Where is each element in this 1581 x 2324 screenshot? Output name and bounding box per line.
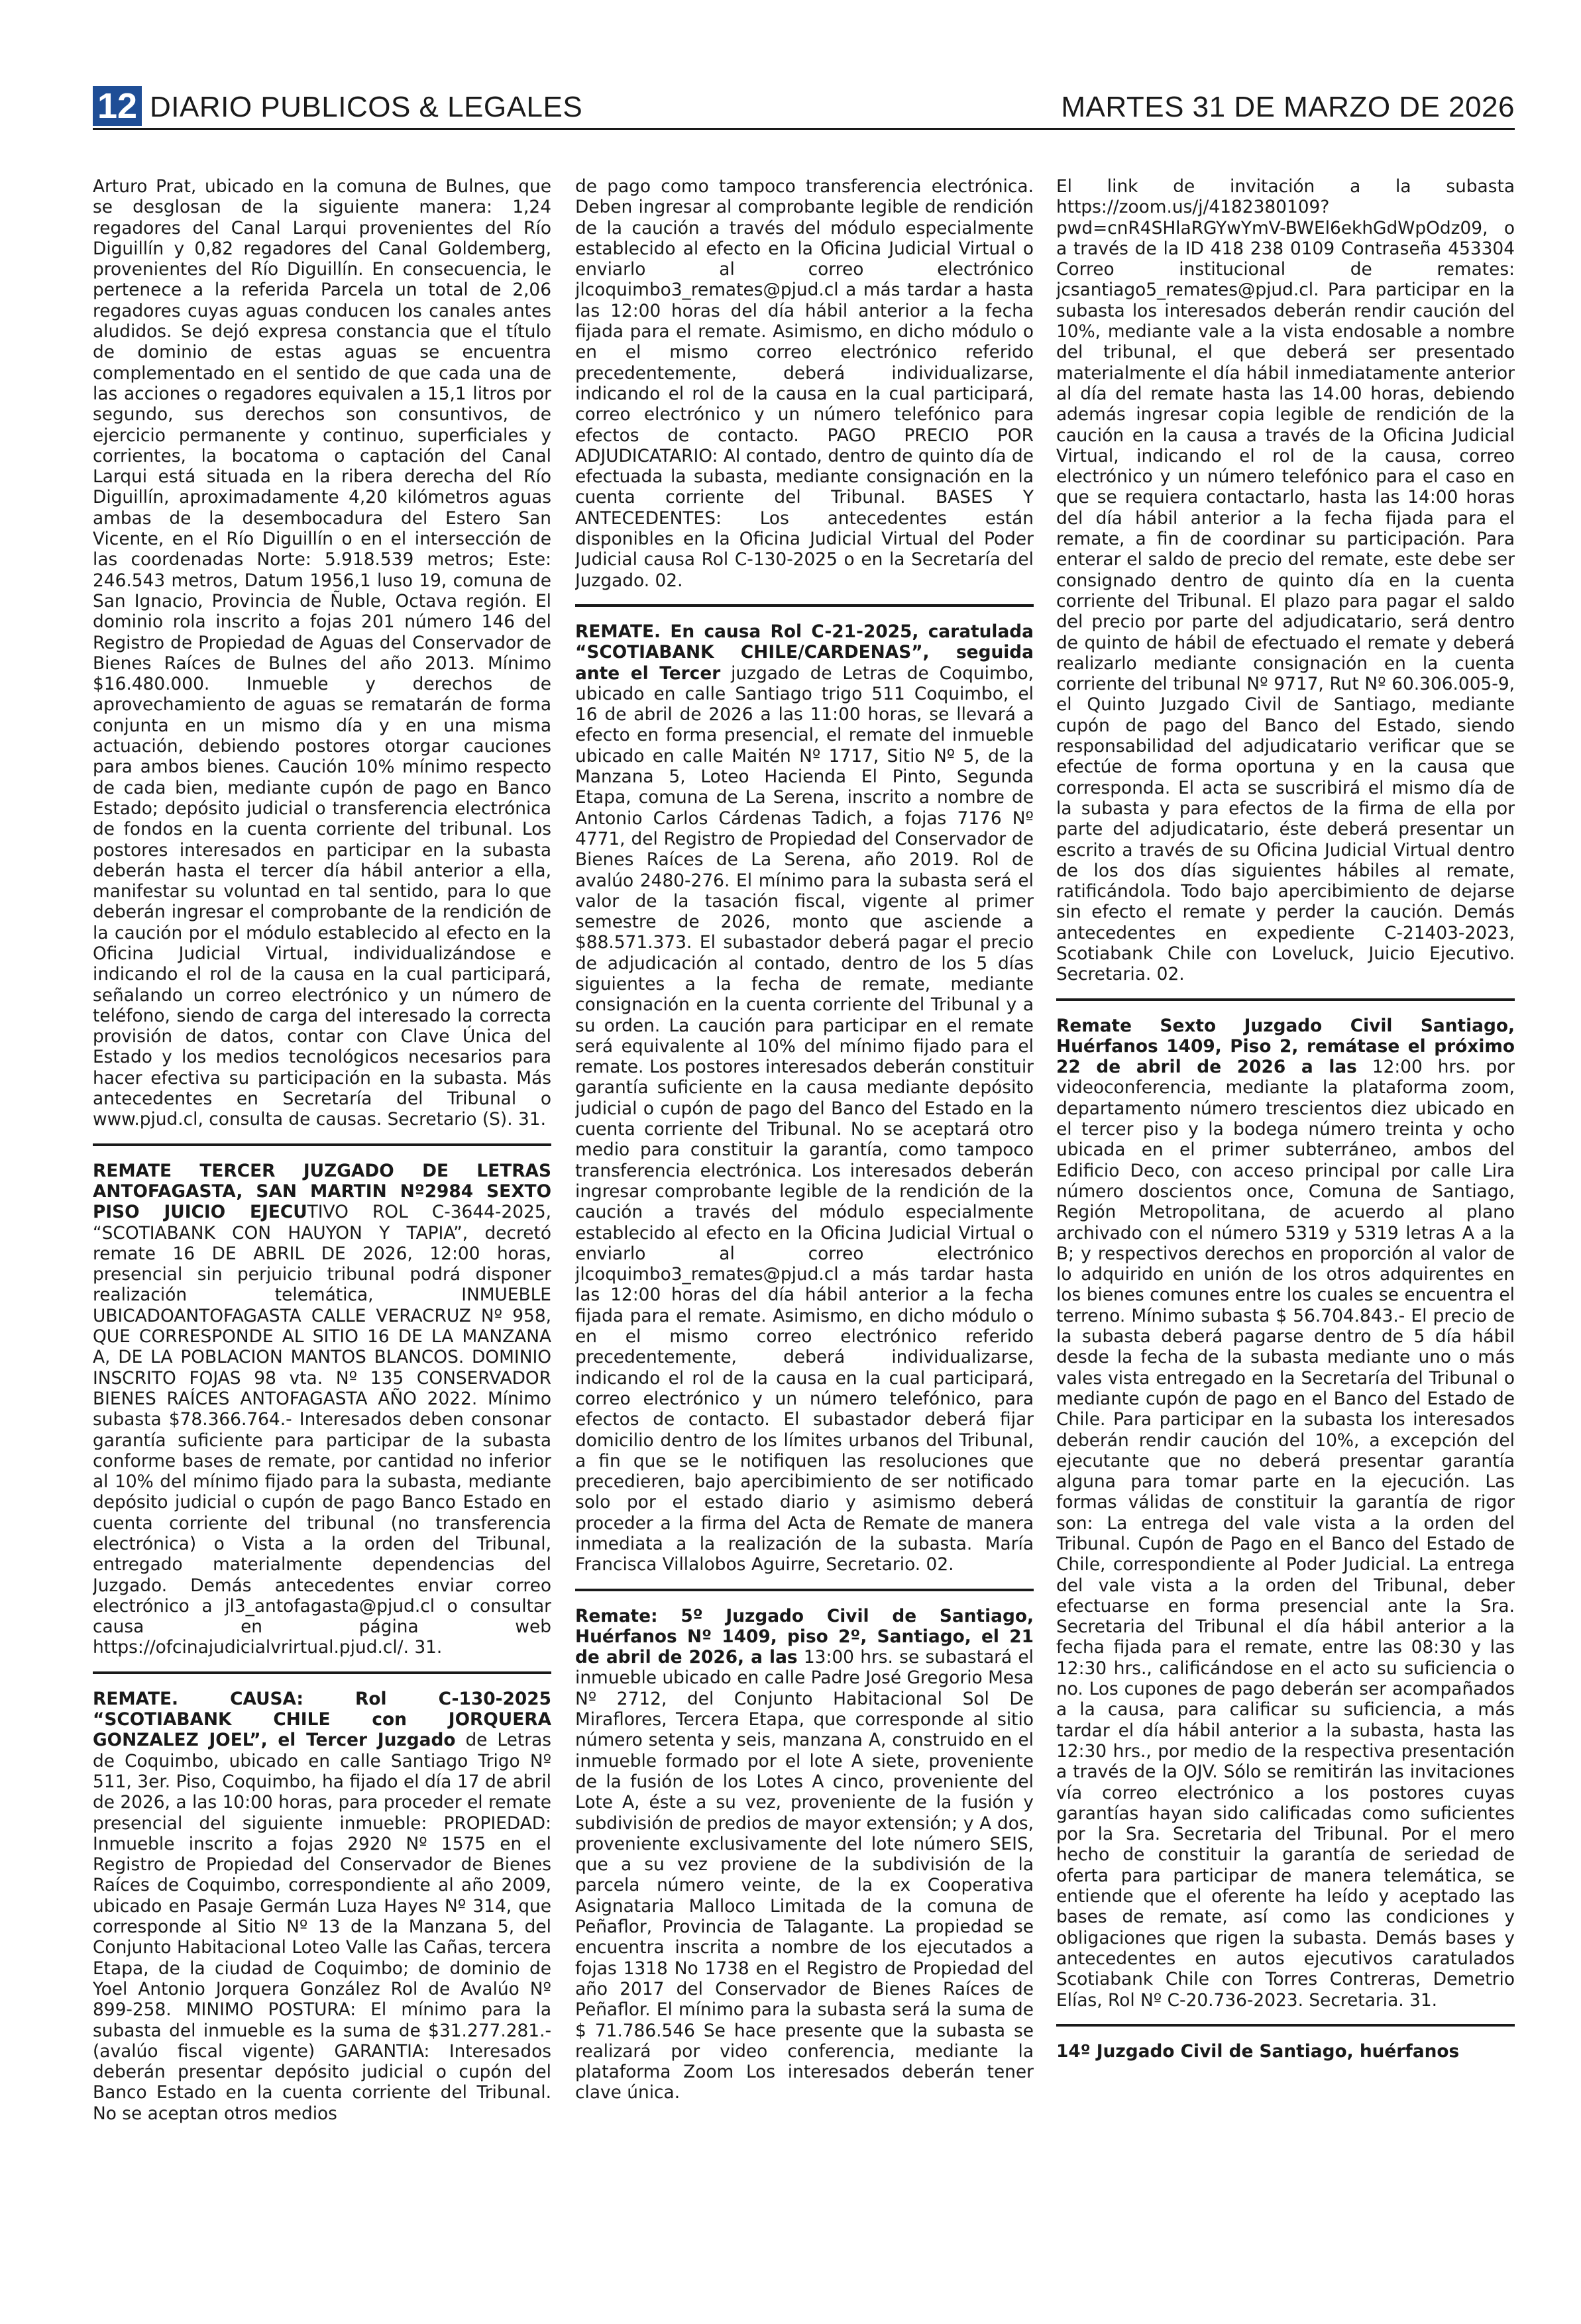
column-2 xyxy=(575,176,1034,2225)
notice-5-juzgado-continued xyxy=(1056,176,1515,998)
notice-14-juzgado xyxy=(1056,2024,1515,2075)
notice-body: 13:00 hrs. se subastará el inmueble ubicado en calle Padre José Gregorio Mesa Nº 2712, del Conjunto Habitacional Sol De Miraflores, Tercera Etapa, que corresponde al sitio número setenta y seis, manzana A, construido en el inmueble formado por el lote A siete, proveniente de la fusión de los Lotes A cinco, proveniente del Lote A, éste a su vez, proveniente de la fusión y subdivisión de predios de mayor extensión; y A dos, proveniente exclusivamente del lote número SEIS, que a su vez proviene de la subdivisión de la parcela número veinte, de la ex Cooperativa Asignataria Malloco Limitada de la comuna de Peñaflor, Provincia de Talagante. La propiedad se encuentra inscrita a nombre de los ejecutados a fojas 1318 No 1738 en el Registro de Propiedad del año 2017 del Conservador de Bienes Raíces de Peñaflor. El mínimo para la subasta será la suma de $ 71.786.546 Se hace presente que la subasta se realizará por video conferencia, mediante la plataforma Zoom Los interesados deberán tener clave única. xyxy=(575,1647,1034,2103)
notice-body: 12:00 hrs. por videoconferencia, mediante la plataforma zoom, departamento número trescientos diez ubicado en el tercer piso y la bodega número treinta y ocho ubicada en el primer subterráneo, ambos del Edificio Deco, con acceso principal por calle Lira número doscientos once, Comuna de Santiago, Región Metropolitana, de acuerdo al plano archivado con el número 5319 y 5319 letras A a la B; y respectivos derechos en proporción al valor de lo adquirido en unión de los otros adquirentes en los bienes comunes entre los cuales se encuentra el terreno. Mínimo subasta $ 56.704.843.- El precio de la subasta deberá pagarse dentro de 5 día hábil desde la fecha de la subasta mediante uno o más vales vista entregado en la Secretaría del Tribunal o mediante cupón de pago en el Banco del Estado de Chile. Para participar en la subasta los interesados deberán rendir caución del 10%, a excepción del ejecutante que no deberá presentar garantía alguna para tomar parte en la ejecución. Las formas válidas de constituir la garantía de rigor son: La entrega del vale vista a la orden del Tribunal. Cupón de Pago en el Banco del Estado de Chile, correspondiente al Poder Judicial. La entrega del vale vista a la orden del Tribunal, deber efectuarse en forma presencial ante la Sra. Secretaria del Tribunal el día hábil anterior a la fecha fijada para el remate, entre las 08:30 y las 12:30 hrs., calificándose en el acto su suficiencia o no. Los cupones de pago deberán ser acompañados a la causa, para calificar su suficiencia, a más tardar el día hábil anterior a la subasta, hasta las 12:30 hrs., por medio de la respectiva presentación a través de la OJV. Sólo se remitirán las invitaciones vía correo electrónico a los postores cuyas garantías hayan sido calificadas como suficientes por la Sra. Secretaria del Tribunal. Por el mero hecho de constituir la garantía de seriedad de oferta para participar de manera telemática, se entiende que el oferente ha leído y aceptado las bases de remate, así como las condiciones y obligaciones que rigen la subasta. Demás bases y antecedentes en autos ejecutivos caratulados Scotiabank Chile con Torres Contreras, Demetrio Elías, Rol Nº C-20.736-2023. Secretaria. 31. xyxy=(1056,1057,1515,2011)
notice-heading: REMATE TERCER JUZGADO DE LETRAS ANTOFAGASTA, SAN MARTIN Nº2984 SEXTO PISO JUICIO EJECU xyxy=(93,1160,551,1223)
page-number: 12 xyxy=(93,86,142,126)
notice-heading: REMATE. En causa Rol C-21-2025, caratulada “SCOTIABANK CHILE/CARDENAS”, seguida ante el Tercer xyxy=(575,621,1034,684)
notice-remate-antofagasta xyxy=(93,1143,551,1671)
notice-body: de Letras de Coquimbo, ubicado en calle Santiago Trigo Nº 511, 3er. Piso, Coquimbo, ha fijado el día 17 de abril de 2026, a las 10:00 horas, para proceder el remate presencial del siguiente inmueble: PROPIEDAD: Inmueble inscrito a fojas 2920 Nº 1575 en el Registro de Propiedad del Conservador de Bienes Raíces de Coquimbo, correspondiente al año 2009, ubicado en Pasaje Germán Luza Hayes Nº 314, que corresponde al Sitio Nº 13 de la Manzana 5, del Conjunto Habitacional Loteo Valle las Cañas, tercera Etapa, de la ciudad de Coquimbo; de dominio de Yoel Antonio Jorquera González Rol de Avalúo Nº 899-258. MINIMO POSTURA: El mínimo para la subasta del inmueble es la suma de $31.277.281.- (avalúo fiscal vigente) GARANTIA: Interesados deberán presentar depósito judicial o cupón del Banco Estado en la cuenta corriente del Tribunal. No se aceptan otros medios xyxy=(93,1730,551,2124)
notice-body: TIVO ROL C-3644-2025, “SCOTIABANK CON HAUYON Y TAPIA”, decretó remate 16 DE ABRIL DE 2026, 12:00 horas, presencial sin perjuicio tribunal podrá disponer realización telemática, INMUEBLE UBICADOANTOFAGASTA CALLE VERACRUZ Nº 958, QUE CORRESPONDE AL SITIO 16 DE LA MANZANA A, DE LA POBLACION MANTOS BLANCOS. DOMINIO INSCRITO FOJAS 98 vta. Nº 135 CONSERVADOR BIENES RAÍCES ANTOFAGASTA AÑO 2022. Mínimo subasta $78.366.764.- Interesados deben consonar garantía suficiente para participar de la subasta conforme bases de remate, por cantidad no inferior al 10% del mínimo fijado para la subasta, mediante depósito judicial o cupón de pago Banco Estado en cuenta corriente del tribunal (no transferencia electrónica) o Vista a la orden del Tribunal, entregado materialmente dependencias del Juzgado. Demás antecedentes enviar correo electrónico a jl3_antofagasta@pjud.cl o consultar causa en página web https://ofcinajudicialvrirtual.pjud.cl/. 31. xyxy=(93,1202,551,1658)
notice-body: de pago como tampoco transferencia electrónica. Deben ingresar al comprobante legible de rendición de la caución a través del módulo especialmente establecido al efecto en la Oficina Judicial Virtual o enviarlo al correo electrónico jlcoquimbo3_remates@pjud.cl a más tardar a hasta las 12:00 horas del día hábil anterior a la fecha fijada para el remate. Asimismo, en dicho módulo o en el mismo correo electrónico referido precedentemente, deberá individualizarse, indicando el rol de la causa en la cual participará, correo electrónico y un número telefónico para efectos de contacto. PAGO PRECIO POR ADJUDICATARIO: Al contado, dentro de quinto día de efectuada la subasta, mediante consignación en la cuenta corriente del Tribunal. BASES Y ANTECEDENTES: Los antecedentes están disponibles en la Oficina Judicial Virtual del Poder Judicial causa Rol C-130-2025 o en la Secretaría del Juzgado. 02. xyxy=(575,176,1034,591)
notice-remate-cardenas xyxy=(575,604,1034,1589)
notice-arturo-prat-continued xyxy=(93,176,551,1143)
notice-remate-5-juzgado xyxy=(575,1589,1034,2117)
notice-heading: Remate: 5º Juzgado Civil de Santiago, Huérfanos Nº 1409, piso 2º, Santiago, el 21 de abril de 2026, a las xyxy=(575,1605,1034,1668)
page-header xyxy=(93,85,1515,127)
publication-title: DIARIO PUBLICOS & LEGALES xyxy=(150,91,583,123)
notice-heading: REMATE. CAUSA: Rol C-130-2025 “SCOTIABANK CHILE con JORQUERA GONZALEZ JOEL”, el Tercer Juzgado xyxy=(93,1688,551,1751)
notice-body: El link de invitación a la subasta https://zoom.us/j/4182380109?pwd=cnR4SHlaRGYwYmV-BWEl6ekhGdWpOdz09, o a través de la ID 418 238 0109 Contraseña 453304 Correo institucional de remates: jcsantiago5_remates@pjud.cl. Para participar en la subasta los interesados deberán rendir caución del 10%, mediante vale a la vista endosable a nombre del tribunal, el que deberá ser presentado materialmente el día hábil inmediatamente anterior al día del remate hasta las 14.00 horas, debiendo además ingresar copia legible de rendición de la caución en la causa a través de la Oficina Judicial Virtual, indicando el rol de la causa, correo electrónico y un número telefónico para el caso en que se requiera contactarlo, hasta las 14:00 horas del día hábil anterior a la fecha fijada para el remate, a fin de coordinar su participación. Para enterar el saldo de precio del remate, este debe ser consignado dentro de quinto día en la cuenta corriente del Tribunal. El plazo para pagar el saldo del precio por parte del adjudicatario, será dentro de quinto de hábil de efectuado el remate y deberá realizarlo mediante consignación en la cuenta corriente del tribunal Nº 9717, Rut Nº 60.306.005-9, el Quinto Juzgado Civil de Santiago, mediante cupón de pago del Banco del Estado, siendo responsabilidad del adjudicatario verificar que se efectúe de forma oportuna y en la causa que corresponda. El acta se suscribirá el mismo día de la subasta y para efectos de la firma de ella por parte del adjudicatario, éste deberá presentar un escrito a través de su Oficina Judicial Virtual dentro de los dos días siguientes hábiles al remate, ratificándola. Todo bajo apercibimiento de dejarse sin efecto el remate y perder la caución. Demás antecedentes en expediente C-21403-2023, Scotiabank Chile con Loveluck, Juicio Ejecutivo. Secretaria. 02. xyxy=(1056,176,1515,985)
notice-heading: 14º Juzgado Civil de Santiago, huérfanos xyxy=(1056,2040,1460,2062)
issue-date: MARTES 31 DE MARZO DE 2026 xyxy=(1061,91,1515,123)
column-1 xyxy=(93,176,551,2225)
column-3 xyxy=(1056,176,1515,2225)
notice-heading: Remate Sexto Juzgado Civil Santiago, Huérfanos 1409, Piso 2, remátase el próximo 22 de abril de 2026 a las xyxy=(1056,1015,1515,1078)
notice-jorquera-continued xyxy=(575,176,1034,604)
header-rule xyxy=(93,128,1515,130)
notice-body: Arturo Prat, ubicado en la comuna de Bulnes, que se desglosan de la siguiente manera: 1,24 regadores del Canal Larqui provenientes del Río Diguillín y 0,82 regadores del Canal Goldemberg, provenientes del Río Diguillín. En consecuencia, le pertenece a la referida Parcela un total de 2,06 regadores cuyas aguas conducen los canales antes aludidos. Se dejó expresa constancia que el título de dominio de estas aguas se encuentra complementado en el sentido de que cada una de las acciones o regadores equivalen a 15,1 litros por segundo, sus derechos son consuntivos, de ejercicio permanente y continuo, superficiales y corrientes, la bocatoma o captación del Canal Larqui está situada en la ribera derecha del Río Diguillín, aproximadamente 4,20 kilómetros aguas ambas de la desembocadura del Estero San Vicente, en el Río Diguillín o en el intersección de las coordenadas Norte: 5.918.539 metros; Este: 246.543 metros, Datum 1956,1 luso 19, comuna de San Ignacio, Provincia de Ñuble, Octava región. El dominio rola inscrito a fojas 201 número 146 del Registro de Propiedad de Aguas del Conservador de Bienes Raíces de Bulnes del año 2013. Mínimo $16.480.000. Inmueble y derechos de aprovechamiento de aguas se rematarán de forma conjunta en un mismo día y en una misma actuación, debiendo postores otorgar cauciones para ambos bienes. Caución 10% mínimo respecto de cada bien, mediante cupón de pago en Banco Estado; depósito judicial o transferencia electrónica de fondos en la cuenta corriente del tribunal. Los postores interesados en participar en la subasta deberán hasta el tercer día hábil anterior a ella, manifestar su voluntad en tal sentido, para lo que deberán ingresar el comprobante de la rendición de la caución por el módulo establecido al efecto en la Oficina Judicial Virtual, individualizándose e indicando el rol de la causa en la cual participará, señalando un correo electrónico y un número de teléfono, siendo de carga del interesado la correcta provisión de datos, contar con Clave Única del Estado y los medios tecnológicos necesarios para hacer efectiva su participación en la subasta. Más antecedentes en Secretaría del Tribunal o www.pjud.cl, consulta de causas. Secretario (S). 31. xyxy=(93,176,551,1130)
notice-remate-6-juzgado xyxy=(1056,998,1515,2024)
notice-remate-jorquera xyxy=(93,1671,551,2137)
notice-body: juzgado de Letras de Coquimbo, ubicado en calle Santiago trigo 511 Coquimbo, el 16 de abril de 2026 a las 11:00 horas, se llevará a efecto en forma presencial, el remate del inmueble ubicado en calle Maitén Nº 1717, Sitio Nº 5, de la Manzana 5, Loteo Hacienda El Pinto, Segunda Etapa, comuna de La Serena, inscrito a nombre de Antonio Carlos Cárdenas Tadich, a fojas 7176 Nº 4771, del Registro de Propiedad del Conservador de Bienes Raíces de La Serena, año 2019. Rol de avalúo 2480-276. El mínimo para la subasta será el valor de la tasación fiscal, vigente al primer semestre de 2026, monto que asciende a $88.571.373. El subastador deberá pagar el precio de adjudicación al contado, dentro de los 5 días siguientes a la fecha de remate, mediante consignación en la cuenta corriente del Tribunal y a su orden. La caución para participar en el remate será equivalente al 10% del mínimo fijado para el remate. Los postores interesados deberán constituir garantía suficiente en la causa mediante depósito judicial o cupón de pago del Banco del Estado en la cuenta corriente del Tribunal. No se aceptará otro medio para constituir la garantía, como tampoco transferencia electrónica. Los interesados deberán ingresar comprobante legible de la rendición de la caución a través del módulo especialmente establecido al efecto en la Oficina Judicial Virtual o enviarlo al correo electrónico jlcoquimbo3_remates@pjud.cl a más tardar hasta las 12:00 horas del día hábil anterior a la fecha fijada para el remate. Asimismo, en dicho módulo o en el mismo correo electrónico referido precedentemente, deberá individualizarse, indicando el rol de la causa en la cual participará, correo electrónico y un número telefónico, para efectos de contacto. El subastador deberá fijar domicilio dentro de los límites urbanos del Tribunal, a fin que se le notifiquen las resoluciones que precedieren, bajo apercibimiento de ser notificado solo por el estado diario y asimismo deberá proceder a la firma del Acta de Remate de manera inmediata a la realización de la subasta. María Francisca Villalobos Aguirre, Secretario. 02. xyxy=(575,662,1034,1575)
